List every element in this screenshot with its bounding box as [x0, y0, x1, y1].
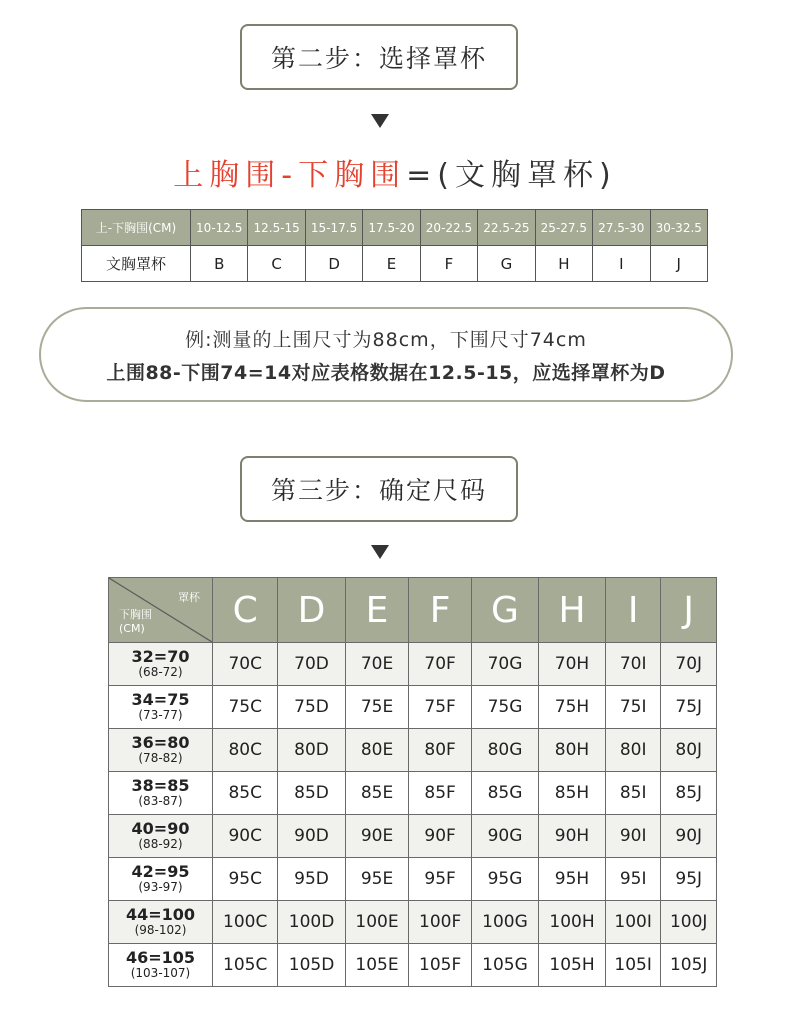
size-cup-header-cell: E — [345, 578, 409, 643]
size-cell: 95E — [345, 858, 409, 901]
size-cell: 90D — [278, 815, 345, 858]
example-line1: 例:测量的上围尺寸为88cm，下围尺寸74cm — [185, 329, 587, 351]
size-cell: 75H — [539, 686, 606, 729]
size-cell: 100F — [409, 901, 471, 944]
cup-range-cell: 30-32.5 — [650, 210, 708, 246]
size-cell: 80H — [539, 729, 606, 772]
band-size-cell — [109, 643, 213, 686]
formula-equals: = — [406, 158, 438, 193]
size-cell: 80J — [661, 729, 717, 772]
formula-left: 上胸围-下胸围 — [173, 158, 407, 193]
size-cell: 80I — [605, 729, 661, 772]
size-table-row — [109, 643, 717, 686]
size-cell: 80E — [345, 729, 409, 772]
size-cell: 70I — [605, 643, 661, 686]
size-cell: 90J — [661, 815, 717, 858]
size-cell: 105D — [278, 944, 345, 987]
size-cell: 100C — [213, 901, 278, 944]
cup-range-cell: 12.5-15 — [248, 210, 305, 246]
band-size-range: (93-97) — [138, 880, 183, 895]
band-size-main: 34=75 — [131, 690, 190, 710]
size-cell: 90E — [345, 815, 409, 858]
size-cup-header-cell: F — [409, 578, 471, 643]
band-size-main: 32=70 — [131, 647, 190, 667]
band-size-cell — [109, 815, 213, 858]
cup-table-cup-row — [82, 246, 708, 282]
cup-range-cell: 25-27.5 — [535, 210, 592, 246]
cup-letter-cell: I — [593, 246, 650, 282]
cup-table-row-label: 文胸罩杯 — [82, 246, 191, 282]
corner-unit-text: (CM) — [119, 621, 145, 635]
cup-letter-cell: H — [535, 246, 592, 282]
cup-letter-cell: B — [191, 246, 248, 282]
size-cell: 75C — [213, 686, 278, 729]
size-cell: 105H — [539, 944, 606, 987]
cup-table-header-label: 上-下胸围(CM) — [82, 210, 191, 246]
cup-range-cell: 20-22.5 — [420, 210, 477, 246]
band-size-cell — [109, 944, 213, 987]
size-cell: 95C — [213, 858, 278, 901]
size-cell: 105E — [345, 944, 409, 987]
size-cell: 75I — [605, 686, 661, 729]
size-table-row — [109, 686, 717, 729]
size-cell: 85H — [539, 772, 606, 815]
size-cell: 100H — [539, 901, 606, 944]
down-arrow-icon — [371, 114, 389, 128]
size-chart-table — [108, 577, 717, 987]
size-cell: 70E — [345, 643, 409, 686]
step3-title: 第三步：确定尺码 — [270, 476, 487, 505]
size-table-row — [109, 858, 717, 901]
size-cell: 85G — [471, 772, 538, 815]
size-table-row — [109, 944, 717, 987]
size-cell: 105I — [605, 944, 661, 987]
corner-band-label — [119, 608, 152, 636]
size-cell: 75E — [345, 686, 409, 729]
down-arrow-icon — [371, 545, 389, 559]
formula-right: (文胸罩杯) — [437, 158, 617, 193]
size-cell: 90C — [213, 815, 278, 858]
size-cell: 80D — [278, 729, 345, 772]
size-cell: 95I — [605, 858, 661, 901]
band-size-range: (103-107) — [130, 966, 191, 981]
band-size-cell — [109, 729, 213, 772]
size-cell: 100E — [345, 901, 409, 944]
size-cell: 75D — [278, 686, 345, 729]
cup-table-header-row — [82, 210, 708, 246]
band-size-cell — [109, 901, 213, 944]
size-cell: 95J — [661, 858, 717, 901]
band-size-main: 44=100 — [125, 905, 196, 925]
band-size-cell — [109, 686, 213, 729]
size-cell: 70G — [471, 643, 538, 686]
band-size-main: 46=105 — [125, 948, 196, 968]
size-cell: 75F — [409, 686, 471, 729]
size-cell: 100I — [605, 901, 661, 944]
cup-formula — [0, 150, 790, 194]
cup-letter-cell: C — [248, 246, 305, 282]
size-cell: 70F — [409, 643, 471, 686]
size-table-row — [109, 729, 717, 772]
size-cell: 75G — [471, 686, 538, 729]
size-cell: 90H — [539, 815, 606, 858]
size-cell: 85I — [605, 772, 661, 815]
cup-letter-cell: F — [420, 246, 477, 282]
band-size-main: 40=90 — [131, 819, 190, 839]
size-table-row — [109, 772, 717, 815]
band-size-cell — [109, 858, 213, 901]
cup-letter-cell: E — [363, 246, 420, 282]
cup-range-cell: 22.5-25 — [478, 210, 535, 246]
band-size-range: (68-72) — [138, 665, 183, 680]
size-cell: 70D — [278, 643, 345, 686]
example-box — [39, 307, 733, 402]
band-size-main: 36=80 — [131, 733, 190, 753]
size-cup-header-cell: H — [539, 578, 606, 643]
size-cup-header-cell: C — [213, 578, 278, 643]
size-cell: 105G — [471, 944, 538, 987]
band-size-main: 42=95 — [131, 862, 190, 882]
cup-range-cell: 10-12.5 — [191, 210, 248, 246]
example-line2: 上围88-下围74=14对应表格数据在12.5-15，应选择罩杯为D — [106, 362, 666, 384]
size-table-header-row — [109, 578, 717, 643]
size-cell: 95G — [471, 858, 538, 901]
size-cell: 85J — [661, 772, 717, 815]
size-table-row — [109, 815, 717, 858]
size-cell: 70C — [213, 643, 278, 686]
cup-range-cell: 17.5-20 — [363, 210, 420, 246]
size-cell: 95D — [278, 858, 345, 901]
step2-title-box — [240, 24, 518, 90]
size-cell: 105F — [409, 944, 471, 987]
cup-letter-cell: D — [305, 246, 362, 282]
size-cup-header-cell: G — [471, 578, 538, 643]
size-cell: 85E — [345, 772, 409, 815]
size-cell: 70H — [539, 643, 606, 686]
size-cell: 105C — [213, 944, 278, 987]
step2-title: 第二步：选择罩杯 — [270, 44, 487, 73]
size-table-corner — [109, 578, 213, 643]
band-size-range: (98-102) — [134, 923, 187, 938]
size-table-row — [109, 901, 717, 944]
size-cell: 100G — [471, 901, 538, 944]
size-cup-header-cell: J — [661, 578, 717, 643]
cup-lookup-table — [81, 209, 708, 282]
size-cell: 75J — [661, 686, 717, 729]
cup-letter-cell: G — [478, 246, 535, 282]
size-cell: 100J — [661, 901, 717, 944]
band-size-range: (83-87) — [138, 794, 183, 809]
size-cell: 90F — [409, 815, 471, 858]
size-cell: 85C — [213, 772, 278, 815]
size-cell: 90I — [605, 815, 661, 858]
size-cell: 100D — [278, 901, 345, 944]
size-cell: 80G — [471, 729, 538, 772]
size-cup-header-cell: I — [605, 578, 661, 643]
size-cell: 85D — [278, 772, 345, 815]
corner-cup-label: 罩杯 — [178, 591, 200, 604]
size-cell: 80F — [409, 729, 471, 772]
cup-range-cell: 15-17.5 — [305, 210, 362, 246]
cup-letter-cell: J — [650, 246, 708, 282]
band-size-range: (73-77) — [138, 708, 183, 723]
size-cell: 80C — [213, 729, 278, 772]
band-size-range: (78-82) — [138, 751, 183, 766]
size-cell: 95H — [539, 858, 606, 901]
band-size-range: (88-92) — [138, 837, 183, 852]
size-cup-header-cell: D — [278, 578, 345, 643]
band-size-cell — [109, 772, 213, 815]
corner-band-text: 下胸围 — [119, 608, 152, 621]
step3-title-box — [240, 456, 518, 522]
cup-range-cell: 27.5-30 — [593, 210, 650, 246]
band-size-main: 38=85 — [131, 776, 190, 796]
size-cell: 105J — [661, 944, 717, 987]
size-cell: 70J — [661, 643, 717, 686]
size-cell: 90G — [471, 815, 538, 858]
size-cell: 85F — [409, 772, 471, 815]
size-cell: 95F — [409, 858, 471, 901]
